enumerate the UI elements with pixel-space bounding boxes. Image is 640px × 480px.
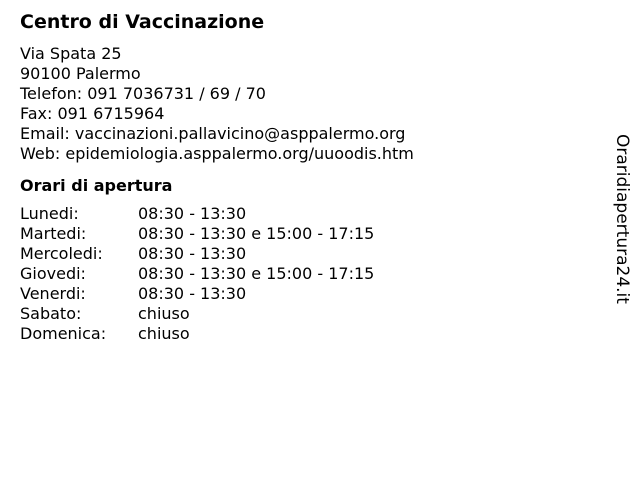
hours-row-wednesday (20, 244, 610, 264)
place-card (20, 10, 610, 344)
hours-row-thursday (20, 264, 610, 284)
time-value: 08:30 - 13:30 (138, 204, 247, 223)
street-address: Via Spata 25 (20, 44, 122, 63)
time-value: 08:30 - 13:30 (138, 244, 247, 263)
day-label: Martedi: (20, 224, 87, 243)
day-label: Lunedi: (20, 204, 79, 223)
day-label: Venerdi: (20, 284, 86, 303)
email-line: Email: vaccinazioni.pallavicino@asppalermo.org (20, 124, 406, 143)
day-label: Mercoledi: (20, 244, 103, 263)
day-label: Domenica: (20, 324, 107, 343)
opening-hours-table (20, 204, 610, 344)
time-value: 08:30 - 13:30 (138, 284, 247, 303)
hours-row-friday (20, 284, 610, 304)
site-brand-watermark: Oraridiapertura24.it (612, 134, 632, 304)
address-block (20, 44, 610, 164)
day-label: Giovedi: (20, 264, 86, 283)
time-value: 08:30 - 13:30 e 15:00 - 17:15 (138, 264, 375, 283)
time-value: chiuso (138, 324, 190, 343)
day-label: Sabato: (20, 304, 82, 323)
time-value: 08:30 - 13:30 e 15:00 - 17:15 (138, 224, 375, 243)
opening-hours-title: Orari di apertura (20, 176, 173, 195)
web-line: Web: epidemiologia.asppalermo.org/uuoodis.htm (20, 144, 414, 163)
hours-row-sunday (20, 324, 610, 344)
city-address: 90100 Palermo (20, 64, 141, 83)
fax-line: Fax: 091 6715964 (20, 104, 165, 123)
place-name: Centro di Vaccinazione (20, 11, 265, 33)
hours-row-monday (20, 204, 610, 224)
hours-row-saturday (20, 304, 610, 324)
phone-line: Telefon: 091 7036731 / 69 / 70 (20, 84, 266, 103)
hours-row-tuesday (20, 224, 610, 244)
time-value: chiuso (138, 304, 190, 323)
